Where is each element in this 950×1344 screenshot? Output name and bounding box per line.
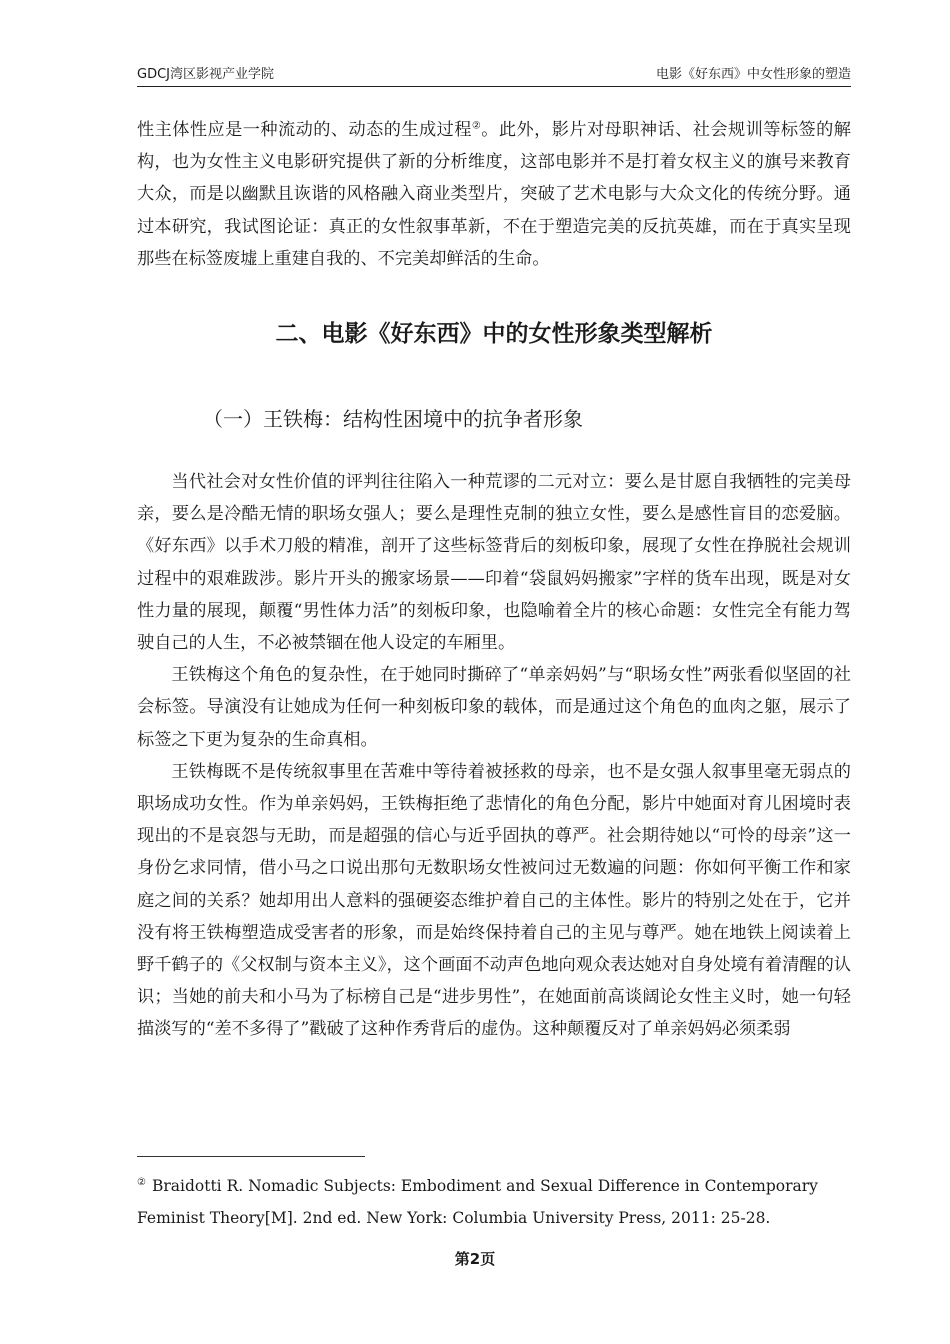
footnote-divider	[137, 1156, 365, 1157]
body-paragraph-3: 王铁梅既不是传统叙事里在苦难中等待着被拯救的母亲，也不是女强人叙事里毫无弱点的职场成功女性。作为单亲妈妈，王铁梅拒绝了悲情化的角色分配，影片中她面对育儿困境时表现出的不是哀怨与无助，而是超强的信心与近乎固执的尊严。社会期待她以“可怜的母亲”这一身份乞求同情，借小马之口说出那句无数职场女性被问过无数遍的问题：你如何平衡工作和家庭之间的关系？她却用出人意料的强硬姿态维护着自己的主体性。影片的特别之处在于，它并没有将王铁梅塑造成受害者的形象，而是始终保持着自己的主见与尊严。她在地铁上阅读着上野千鹤子的《父权制与资本主义》，这个画面不动声色地向观众表达她对自身处境有着清醒的认识；当她的前夫和小马为了标榜自己是“进步男性”，在她面前高谈阔论女性主义时，她一句轻描淡写的“差不多得了”戳破了这种作秀背后的虚伪。这种颠覆反对了单亲妈妈必须柔弱	[137, 761, 851, 1040]
intro-paragraph	[137, 114, 851, 275]
page-number: 第2页	[454, 1250, 496, 1268]
subsection-title: （一）王铁梅：结构性困境中的抗争者形象	[203, 407, 583, 432]
section-title: 二、电影《好东西》中的女性形象类型解析	[275, 321, 713, 348]
footnote-reference[interactable]: ②	[471, 120, 482, 132]
page-body	[137, 114, 851, 1046]
body-paragraph-1: 当代社会对女性价值的评判往往陷入一种荒谬的二元对立：要么是甘愿自我牺牲的完美母亲，要么是冷酷无情的职场女强人；要么是理性克制的独立女性，要么是感性盲目的恋爱脑。《好东西》以手术刀般的精准，剖开了这些标签背后的刻板印象，展现了女性在挣脱社会规训过程中的艰难跋涉。影片开头的搬家场景——印着“袋鼠妈妈搬家”字样的货车出现，既是对女性力量的展现，颠覆“男性体力活”的刻板印象，也隐喻着全片的核心命题：女性完全有能力驾驶自己的人生，不必被禁锢在他人设定的车厢里。	[137, 472, 851, 654]
intro-text-start: 性主体性应是一种流动的、动态的生成过程	[137, 120, 472, 140]
header-paper-title: 电影《好东西》中女性形象的塑造	[655, 67, 851, 82]
section-body	[137, 466, 851, 1046]
footnote-mark: ②	[137, 1176, 146, 1188]
intro-text-end: 。此外，影片对母职神话、社会规训等标签的解构，也为女性主义电影研究提供了新的分析维度，这部电影并不是打着女权主义的旗号来教育大众，而是以幽默且诙谐的风格融入商业类型片，突破了艺术电影与大众文化的传统分野。通过本研究，我试图论证：真正的女性叙事革新，不在于塑造完美的反抗英雄，而在于真实呈现那些在标签废墟上重建自我的、不完美却鲜活的生命。	[137, 120, 851, 269]
footnote-text: Braidotti R. Nomadic Subjects: Embodiment and Sexual Difference in Contemporary Feminist Theory[M]. 2nd ed. New York: Columbia University Press, 2011: 25-28.	[137, 1177, 818, 1227]
body-paragraph-2: 王铁梅这个角色的复杂性，在于她同时撕碎了“单亲妈妈”与“职场女性”两张看似坚固的社会标签。导演没有让她成为任何一种刻板印象的载体，而是通过这个角色的血肉之躯，展示了标签之下更为复杂的生命真相。	[137, 665, 851, 750]
page-header	[137, 66, 851, 87]
header-institution: GDCJ湾区影视产业学院	[137, 67, 274, 82]
footnote	[137, 1170, 851, 1234]
